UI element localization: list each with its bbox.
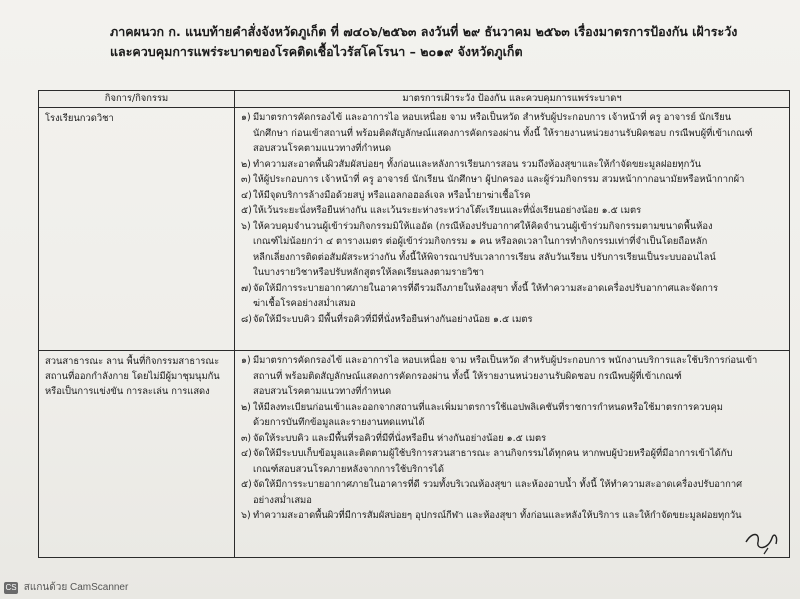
camscanner-logo-icon: CS — [5, 583, 17, 592]
measure-item: ๔)จัดให้มีระบบเก็บข้อมูลและติดตามผู้ใช้บริการสวนสาธารณะ ลานกิจกรรมได้ทุกคน หากพบผู้ป่วยหรือผู้ที่มีอาการเข้าได้กับ — [241, 448, 733, 459]
measure-item: สอบสวนโรคตามแนวทางที่กำหนด — [253, 143, 392, 154]
measure-item: หลีกเลี่ยงการติดต่อสัมผัสระหว่างกัน ทั้งนี้ให้พิจารณาปรับเวลาการเรียน สลับวันเรียน ปรับการเรียนเป็นระบบออนไลน์ — [253, 251, 716, 263]
activity-cell: สวนสาธารณะ ลาน พื้นที่กิจกรรมสาธารณะ สถานที่ออกกำลังกาย โดยไม่มีผู้มาชุมนุมกันหรือเป็นการแข่งขัน การละเล่น การแสดง — [39, 351, 235, 558]
activity-cell: โรงเรียนกวดวิชา — [39, 108, 235, 351]
measure-item: ฆ่าเชื้อโรคอย่างสม่ำเสมอ — [253, 298, 356, 309]
measure-list — [235, 108, 789, 327]
measure-item: ๓) ให้ผู้ประกอบการ เจ้าหน้าที่ ครู อาจารย์ นักเรียน นักศึกษา ผู้ปกครอง และผู้ร่วมกิจกรรม สวมหน้ากากอนามัยหรือหน้ากากผ้า — [241, 174, 745, 185]
document-heading — [110, 22, 790, 62]
handwritten-signature — [742, 528, 782, 558]
measure-item: ๘)จัดให้มีระบบคิว มีพื้นที่รอคิวที่มีที่นั่งหรือยืนห่างกันอย่างน้อย ๑.๕ เมตร — [241, 313, 533, 325]
scanner-watermark — [4, 580, 128, 595]
measure-item: ในบางรายวิชาหรือปรับหลักสูตรให้ลดเรียนลงตามรายวิชา — [253, 267, 484, 278]
measures-table — [38, 90, 790, 558]
measure-item: อย่างสม่ำเสมอ — [253, 494, 312, 506]
measure-list — [235, 351, 789, 524]
measure-item: ๔)ให้มีจุดบริการล้างมือด้วยสบู่ หรือแอลกอฮอล์เจล หรือน้ำยาฆ่าเชื้อโรค — [241, 189, 531, 201]
measure-item: เกณฑ์สอบสวนโรคภายหลังจากการใช้บริการได้ — [253, 463, 444, 475]
measure-item: เกณฑ์ไม่น้อยกว่า ๔ ตารางเมตร ต่อผู้เข้าร่วมกิจกรรม ๑ คน หรือลดเวลาในการทำกิจกรรมเท่าที่จำเป็นโดยถือหลัก — [253, 236, 708, 247]
measure-item: ๒) ทำความสะอาดพื้นผิวสัมผัสบ่อยๆ ทั้งก่อนและหลังการเรียนการสอน รวมถึงห้องสุขาและให้กำจัดขยะมูลฝอยทุกวัน — [241, 158, 701, 170]
measures-cell — [235, 351, 790, 558]
header-activity: กิจการ/กิจกรรม — [39, 91, 235, 108]
table-row — [39, 351, 790, 558]
header-measures: มาตรการเฝ้าระวัง ป้องกัน และควบคุมการแพร่ระบาดฯ — [235, 91, 790, 108]
scanner-text: สแกนด้วย CamScanner — [23, 582, 129, 593]
measure-item: ๕)จัดให้มีการระบายอากาศภายในอาคารที่ดี รวมทั้งบริเวณห้องสุขา และห้องอาบน้ำ ทั้งนี้ ให้ทำความสะอาดเครื่องปรับอากาศ — [241, 479, 743, 490]
heading-line-2: และควบคุมการแพร่ระบาดของโรคติดเชื้อไวรัสโคโรนา – ๒๐๑๙ จังหวัดภูเก็ต — [110, 44, 523, 59]
table-row — [39, 108, 790, 351]
measures-cell — [235, 108, 790, 351]
heading-line-1: ภาคผนวก ก. แนบท้ายคำสั่งจังหวัดภูเก็ต ที่ ๗๔๐๖/๒๕๖๓ ลงวันที่ ๒๙ ธันวาคม ๒๕๖๓ เรื่องมาตรการป้องกัน เฝ้าระวัง — [110, 24, 738, 39]
measure-item: ๒) ให้มีลงทะเบียนก่อนเข้าและออกจากสถานที่และเพิ่มมาตรการใช้แอปพลิเคชันที่ราชการกำหนดหรือใช้มาตรการควบคุม — [241, 401, 723, 413]
measure-item: ๑) มีมาตรการคัดกรองไข้ และอาการไอ หอบเหนื่อย จาม หรือเป็นหวัด สำหรับผู้ประกอบการ เจ้าหน้าที่ ครู อาจารย์ นักเรียน — [241, 112, 732, 123]
table-header-row — [39, 91, 790, 108]
measure-item: นักศึกษา ก่อนเข้าสถานที่ พร้อมติดสัญลักษณ์แสดงการคัดกรองผ่าน ทั้งนี้ ให้รายงานหน่วยงานรับผิดชอบ กรณีพบผู้ที่เข้าเกณฑ์ — [253, 127, 753, 139]
measure-item: ๓) จัดให้ระบบคิว และมีพื้นที่รอคิวที่มีที่นั่งหรือยืน ห่างกันอย่างน้อย ๑.๕ เมตร — [241, 432, 547, 444]
measure-item: ๕)ให้เว้นระยะนั่งหรือยืนห่างกัน และเว้นระยะห่างระหว่างโต๊ะเรียนและที่นั่งเรียนอย่างน้อย ๑.๕ เมตร — [241, 205, 642, 216]
measure-item: ด้วยการบันทึกข้อมูลและรายงานทดแทนได้ — [253, 417, 425, 428]
measure-item: ๖) ให้ควบคุมจำนวนผู้เข้าร่วมกิจกรรมมิให้แออัด (กรณีห้องปรับอากาศให้คิดจำนวนผู้เข้าร่วมกิจกรรมตามขนาดพื้นห้อง — [241, 220, 713, 232]
measure-item: ๗)จัดให้มีการระบายอากาศภายในอาคารที่ดีรวมถึงภายในห้องสุขา ทั้งนี้ ให้ทำความสะอาดเครื่องปรับอากาศและจัดการ — [241, 282, 719, 294]
measure-item: ๖) ทำความสะอาดพื้นผิวที่มีการสัมผัสบ่อยๆ อุปกรณ์กีฬา และห้องสุขา ทั้งก่อนและหลังให้บริการ และให้กำจัดขยะมูลฝอยทุกวัน — [241, 510, 742, 521]
measure-item: ๑) มีมาตรการคัดกรองไข้ และอาการไอ หอบเหนื่อย จาม หรือเป็นหวัด สำหรับผู้ประกอบการ พนักงานบริการและใช้บริการก่อนเข้า — [241, 355, 758, 366]
measure-item: สถานที่ พร้อมติดสัญลักษณ์แสดงการคัดกรองผ่าน ทั้งนี้ ให้รายงานหน่วยงานรับผิดชอบ กรณีพบผู้ที่เข้าเกณฑ์ — [253, 370, 682, 382]
measure-item: สอบสวนโรคตามแนวทางที่กำหนด — [253, 386, 392, 397]
